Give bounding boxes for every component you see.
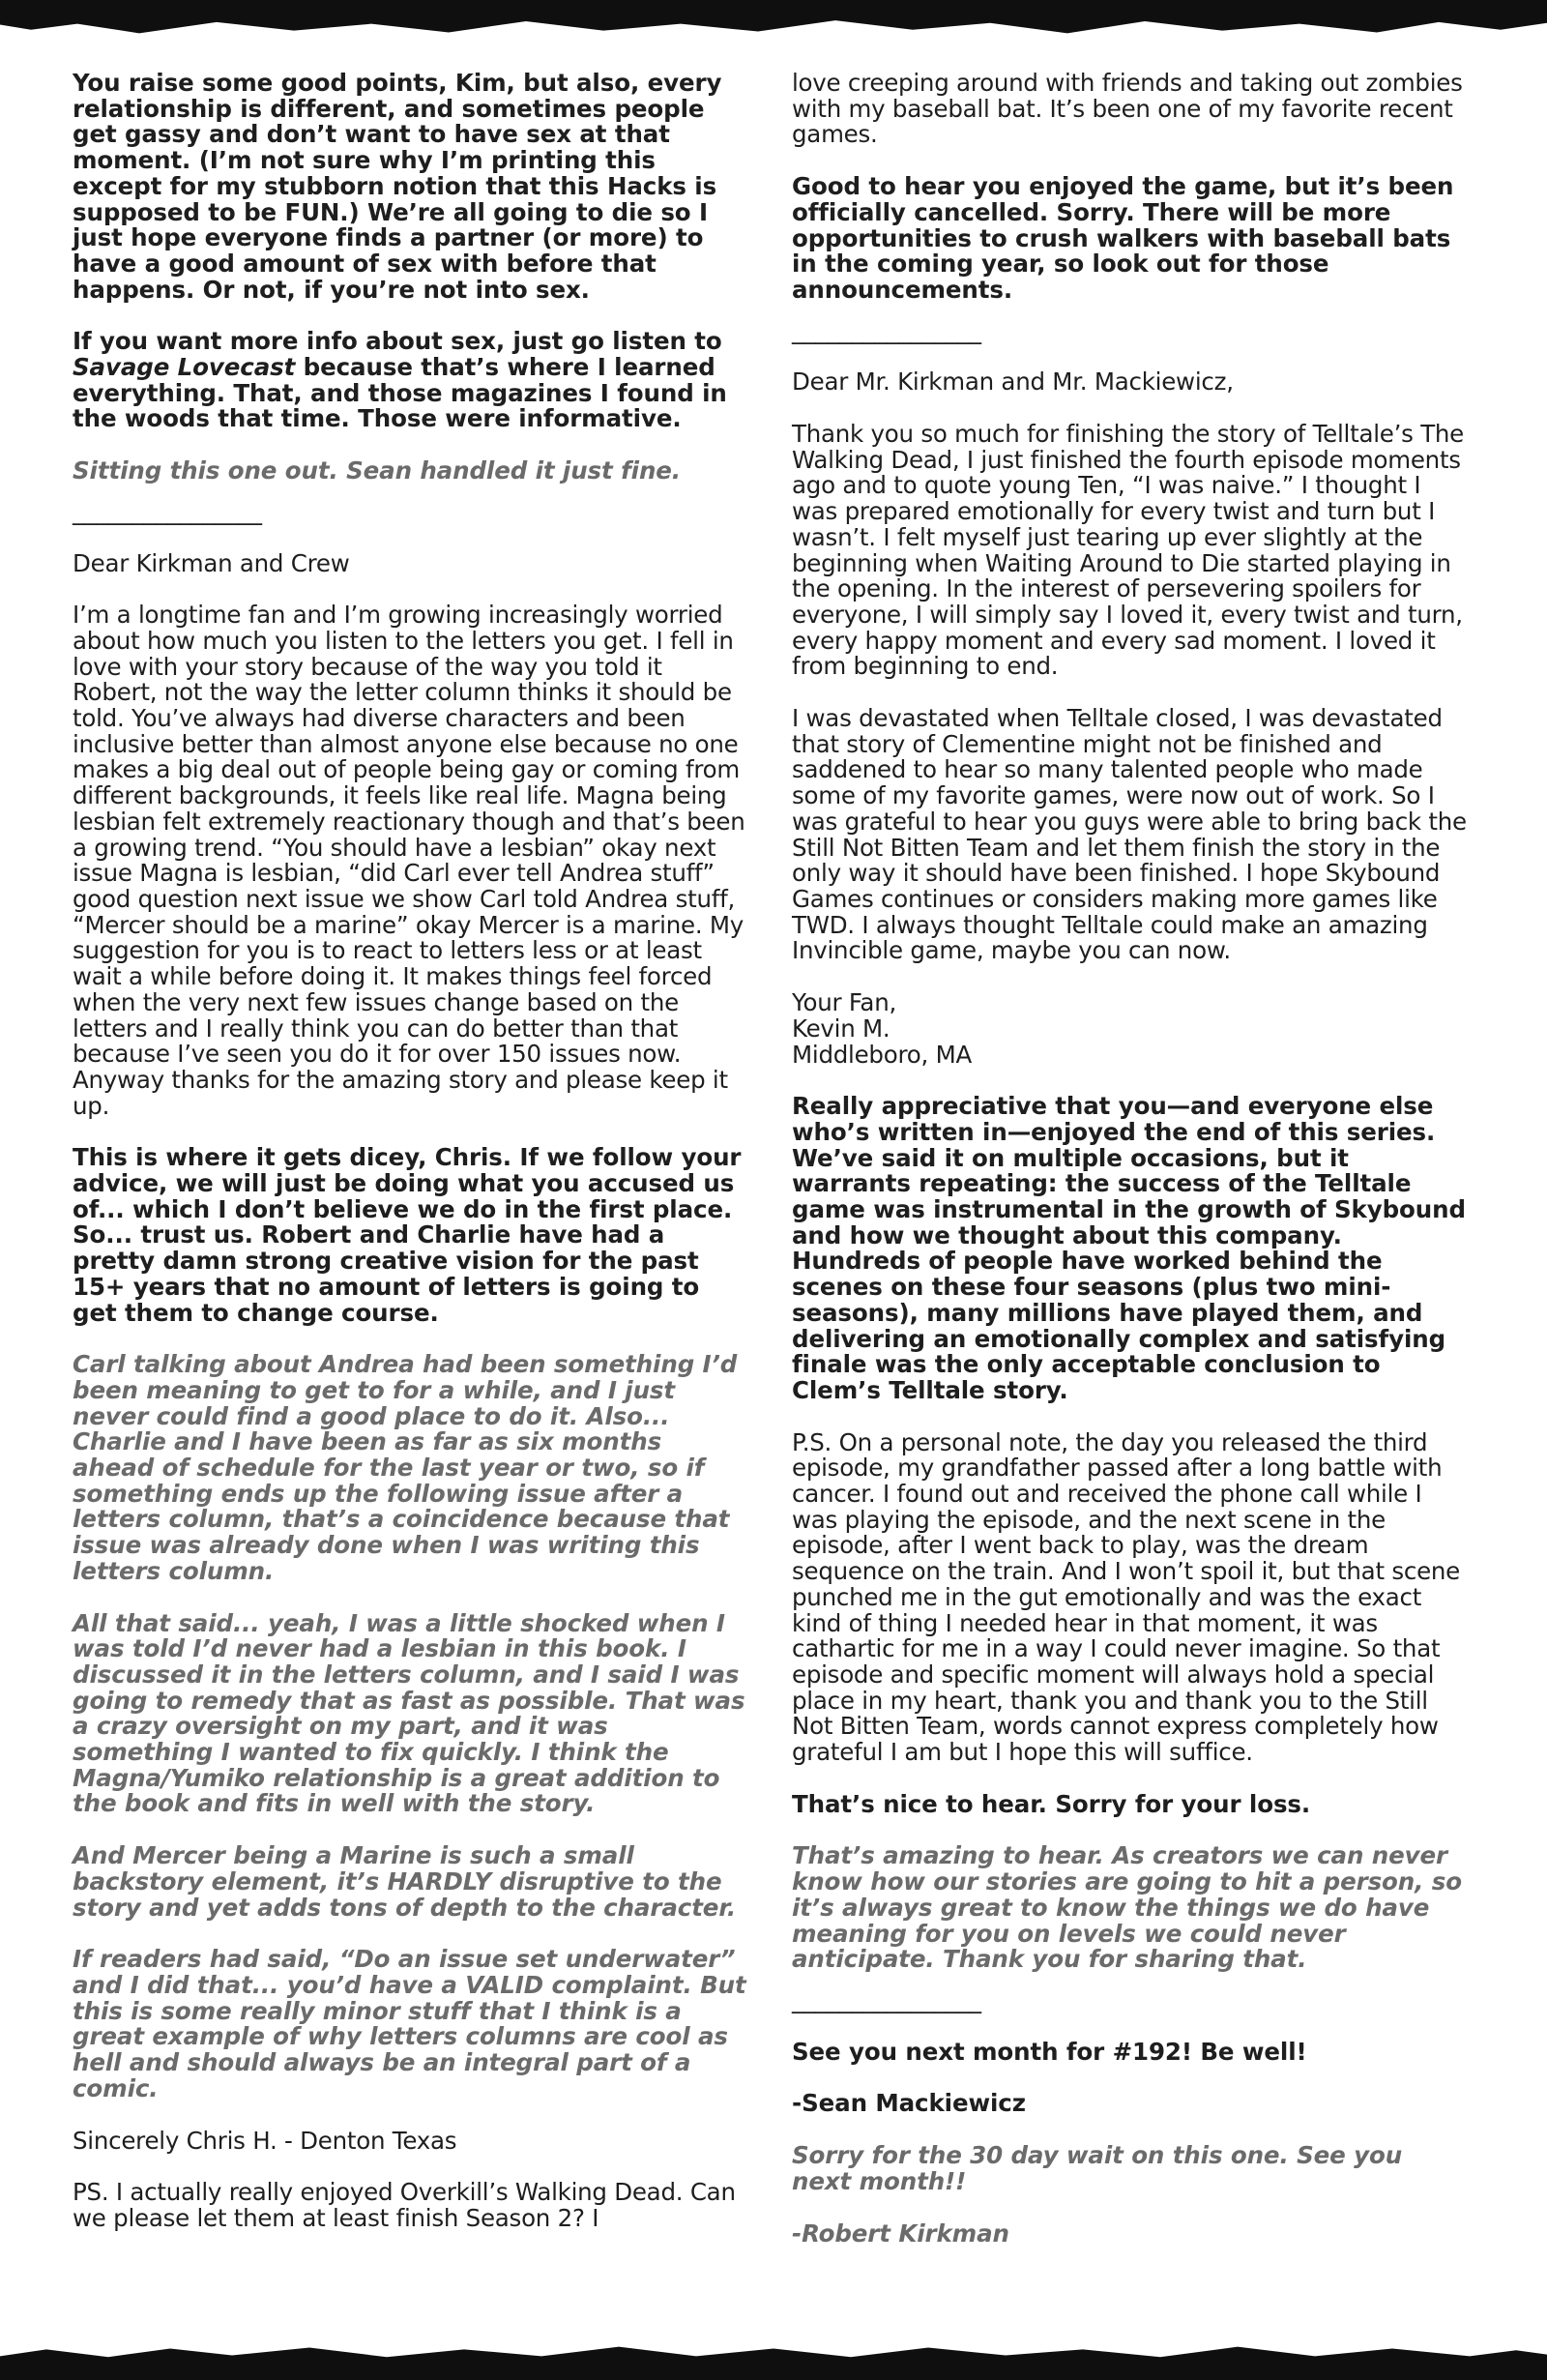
kirkman-reply: That’s amazing to hear. As creators we can never know how our stories are going to hit a person, so it’s always great to know the things we do have meaning for you on levels we could never anticipate. Thank you for sharing that. xyxy=(792,1841,1462,1974)
closing-line: See you next month for #192! Be well! xyxy=(792,2037,1307,2066)
editor-reply: Good to hear you enjoyed the game, but it’s been officially cancelled. Sorry. There will be more opportunities to crush walkers with baseball bats in the coming year, so look out for those announcements. xyxy=(792,172,1454,304)
kirkman-reply: If readers had said, “Do an issue set underwater” and I did that... you’d have a VALID complaint. But this is some really minor stuff that I think is a great example of why letters columns are cool as hell and should always be an integral part of a comic. xyxy=(73,1945,746,2102)
kirkman-reply: Carl talking about Andrea had been something I’d been meaning to get to for a while, and I just never could find a good place to do it. Also... Charlie and I have been as far as six months ahead of schedule for the last year or two, so if something ends up the following issue after a letters column, that’s a coincidence because that issue was already done when I was writing this letters column. xyxy=(73,1350,738,1585)
editor-reply: Really appreciative that you—and everyone else who’s written in—enjoyed the end of this series. We’ve said it on multiple occasions, but it warrants repeating: the success of the Telltale game was instrumental in the growth of Skybound and how we thought about this company. Hundreds of people have worked behind the scenes on these four seasons (plus two mini-seasons), many millions have played them, and delivering an emotionally complex and satisfying finale was the only acceptable conclusion to Clem’s Telltale story. xyxy=(792,1092,1466,1404)
letter-body: Thank you so much for finishing the story of Telltale’s The Walking Dead, I just finished the fourth episode moments ago and to quote young Ten, “I was naive.” I thought I was prepared emotionally for every twist and turn but I wasn’t. I felt myself just tearing up ever slightly at the beginning when Waiting Around to Die started playing in the opening. In the interest of persevering spoilers for everyone, I will simply say I loved it, every twist and turn, every happy moment and every sad moment. I loved it from beginning to end. xyxy=(792,420,1465,681)
left-column xyxy=(73,71,749,2258)
letter-salutation: Dear Kirkman and Crew xyxy=(73,548,350,577)
right-column xyxy=(792,71,1469,2273)
editor-reply: That’s nice to hear. Sorry for your loss. xyxy=(792,1789,1311,1818)
editor-reply: This is where it gets dicey, Chris. If we follow your advice, we will just be doing what you accused us of... which I don’t believe we do in the first place. So... trust us. Robert and Charlie have had a pretty damn strong creative vision for the past 15+ years that no amount of letters is going to get them to change course. xyxy=(73,1143,742,1327)
letter-signoff: Your Fan, Kevin M. Middleboro, MA xyxy=(792,988,972,1069)
closing-line-italic: Sorry for the 30 day wait on this one. See you next month!! xyxy=(792,2141,1403,2195)
letter-postscript: PS. I actually really enjoyed Overkill’s Walking Dead. Can we please let them at least finish Season 2? I xyxy=(73,2178,736,2232)
letter-salutation: Dear Mr. Kirkman and Mr. Mackiewicz, xyxy=(792,367,1234,397)
kirkman-reply: Sitting this one out. Sean handled it just fine. xyxy=(73,456,682,485)
kirkman-reply: And Mercer being a Marine is such a small backstory element, it’s HARDLY disruptive to the story and yet adds tons of depth to the character. xyxy=(73,1841,737,1922)
kirkman-reply: All that said... yeah, I was a little shocked when I was told I’d never had a lesbian in this book. I discussed it in the letters column, and I said I was going to remedy that as fast as possible. That was a crazy oversight on my part, and it was something I wanted to fix quickly. I think the Magna/Yumiko relationship is a great addition to the book and fits in well with the story. xyxy=(73,1608,745,1818)
torn-top-border xyxy=(0,0,1547,43)
letter-postscript-continued: love creeping around with friends and taking out zombies with my baseball bat. It’s been one of my favorite recent games. xyxy=(792,69,1463,149)
section-separator: ________________ xyxy=(73,496,262,525)
section-separator: ________________ xyxy=(792,315,981,344)
letter-body: I’m a longtime fan and I’m growing increasingly worried about how much you listen to the letters you get. I fell in love with your story because of the way you told it Robert, not the way the letter column thinks it should be told. You’ve always had diverse characters and been inclusive better than almost anyone else because no one makes a big deal out of people being gay or coming from different backgrounds, it feels like real life. Magna being lesbian felt extremely reactionary though and that’s been a growing trend. “You should have a lesbian” okay next issue Magna is lesbian, “did Carl ever tell Andrea stuff” good question next issue we show Carl told Andrea stuff, “Mercer should be a marine” okay Mercer is a marine. My suggestion for you is to react to letters less or at least wait a while before doing it. It makes things feel forced when the very next few issues change based on the letters and I really think you can do better than that because I’ve seen you do it for over 150 issues now. Anyway thanks for the amazing story and please keep it up. xyxy=(73,601,745,1120)
signature-robert: -Robert Kirkman xyxy=(792,2218,1009,2248)
podcast-title: Savage Lovecast xyxy=(73,353,296,382)
letter-body: I was devastated when Telltale closed, I was devastated that story of Clementine might not be finished and saddened to hear so many talented people who made some of my favorite games, were now out of work. So I was grateful to hear you guys were able to bring back the Still Not Bitten Team and let them finish the story in the only way it should have been finished. I hope Skybound Games continues or considers making more games like TWD. I always thought Telltale could make an amazing Invincible game, maybe you can now. xyxy=(792,704,1467,965)
torn-bottom-border xyxy=(0,2337,1547,2380)
editor-reply: You raise some good points, Kim, but also, every relationship is different, and sometimes people get gassy and don’t want to have sex at that moment. (I’m not sure why I’m printing this except for my stubborn notion that this Hacks is supposed to be FUN.) We’re all going to die so I just hope everyone finds a partner (or more) to have a good amount of sex with before that happens. Or not, if you’re not into sex. xyxy=(73,69,722,304)
section-separator: ________________ xyxy=(792,1985,981,2013)
signature-sean: -Sean Mackiewicz xyxy=(792,2089,1026,2118)
editor-reply: If you want more info about sex, just go listen to Savage Lovecast because that’s where I learned everything. That, and those magazines I found in the woods that time. Those were informative. xyxy=(73,327,727,433)
letter-postscript: P.S. On a personal note, the day you released the third episode, my grandfather passed after a long battle with cancer. I found out and received the phone call while I was playing the episode, and the next scene in the episode, after I went back to play, was the dream sequence on the train. And I won’t spoil it, but that scene punched me in the gut emotionally and was the exact kind of thing I needed hear in that moment, it was cathartic for me in a way I could never imagine. So that episode and specific moment will always hold a special place in my heart, thank you and thank you to the Still Not Bitten Team, words cannot express completely how grateful I am but I hope this will suffice. xyxy=(792,1427,1461,1767)
letter-signoff: Sincerely Chris H. - Denton Texas xyxy=(73,2126,457,2155)
